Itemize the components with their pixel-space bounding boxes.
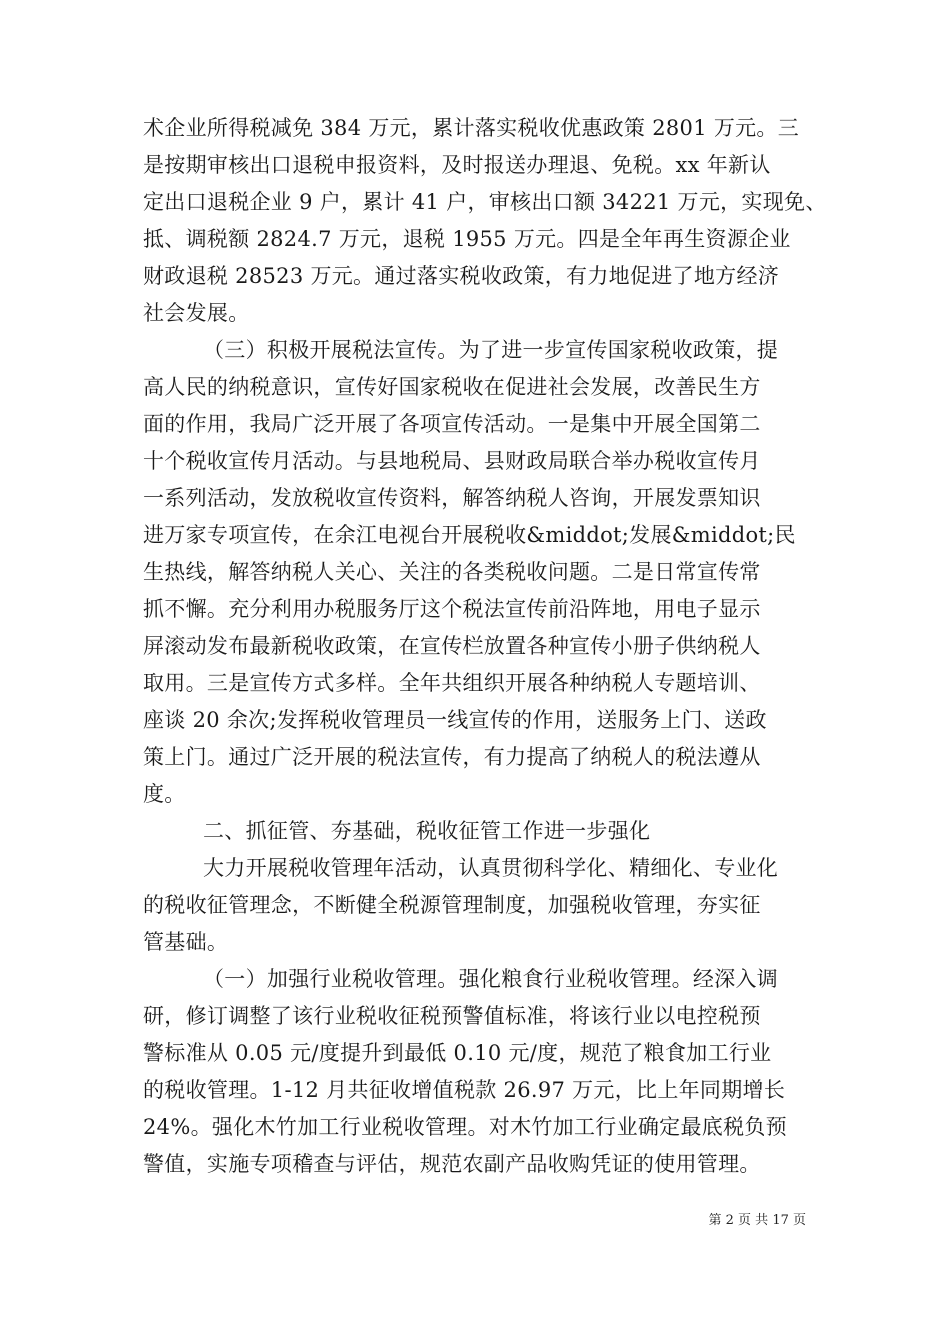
text-line: 一系列活动，发放税收宣传资料，解答纳税人咨询，开展发票知识 — [143, 486, 761, 510]
text-line: 社会发展。 — [143, 301, 250, 325]
text-line: 屏滚动发布最新税收政策，在宣传栏放置各种宣传小册子供纳税人 — [143, 634, 761, 658]
text-line: 高人民的纳税意识，宣传好国家税收在促进社会发展，改善民生方 — [143, 375, 761, 399]
page-number: 第 2 页 共 17 页 — [708, 1213, 806, 1228]
body-text — [143, 110, 827, 1183]
paragraph-heading: （三）积极开展税法宣传。为了进一步宣传国家税收政策，提 — [203, 338, 779, 362]
text-line: 进万家专项宣传，在余江电视台开展税收&middot;发展&middot;民 — [143, 523, 796, 547]
text-line: 面的作用，我局广泛开展了各项宣传活动。一是集中开展全国第二 — [143, 412, 761, 436]
text-line: 定出口退税企业 9 户，累计 41 户，审核出口额 34221 万元，实现免、 — [143, 190, 827, 214]
text-line: 抵、调税额 2824.7 万元，退税 1955 万元。四是全年再生资源企业 — [143, 227, 791, 251]
text-line: 十个税收宣传月活动。与县地税局、县财政局联合举办税收宣传月 — [143, 449, 761, 473]
text-line: 警标准从 0.05 元/度提升到最低 0.10 元/度，规范了粮食加工行业 — [143, 1041, 772, 1065]
text-line: 财政退税 28523 万元。通过落实税收政策，有力地促进了地方经济 — [143, 264, 780, 288]
text-line: 取用。三是宣传方式多样。全年共组织开展各种纳税人专题培训、 — [143, 671, 761, 695]
text-line: 座谈 20 余次;发挥税收管理员一线宣传的作用，送服务上门、送政 — [143, 708, 767, 732]
text-line: 度。 — [143, 782, 186, 806]
text-line: 的税收征管理念，不断健全税源管理制度，加强税收管理，夯实征 — [143, 893, 761, 917]
text-line: 的税收管理。1-12 月共征收增值税款 26.97 万元，比上年同期增长 — [143, 1078, 786, 1102]
paragraph-heading: （一）加强行业税收管理。强化粮食行业税收管理。经深入调 — [203, 967, 779, 991]
section-heading: 二、抓征管、夯基础，税收征管工作进一步强化 — [203, 819, 651, 843]
text-line: 警值，实施专项稽查与评估，规范农副产品收购凭证的使用管理。 — [143, 1152, 761, 1176]
text-line: 24%。强化木竹加工行业税收管理。对木竹加工行业确定最底税负预 — [143, 1115, 787, 1139]
text-line: 是按期审核出口退税申报资料，及时报送办理退、免税。xx 年新认 — [143, 153, 771, 177]
text-line: 生热线，解答纳税人关心、关注的各类税收问题。二是日常宣传常 — [143, 560, 761, 584]
text-line: 术企业所得税减免 384 万元，累计落实税收优惠政策 2801 万元。三 — [143, 116, 800, 140]
paragraph-start: 大力开展税收管理年活动，认真贯彻科学化、精细化、专业化 — [203, 856, 779, 880]
text-line: 抓不懈。充分利用办税服务厅这个税法宣传前沿阵地，用电子显示 — [143, 597, 761, 621]
text-line: 研，修订调整了该行业税收征税预警值标准，将该行业以电控税预 — [143, 1004, 761, 1028]
text-line: 策上门。通过广泛开展的税法宣传，有力提高了纳税人的税法遵从 — [143, 745, 761, 769]
text-line: 管基础。 — [143, 930, 229, 954]
